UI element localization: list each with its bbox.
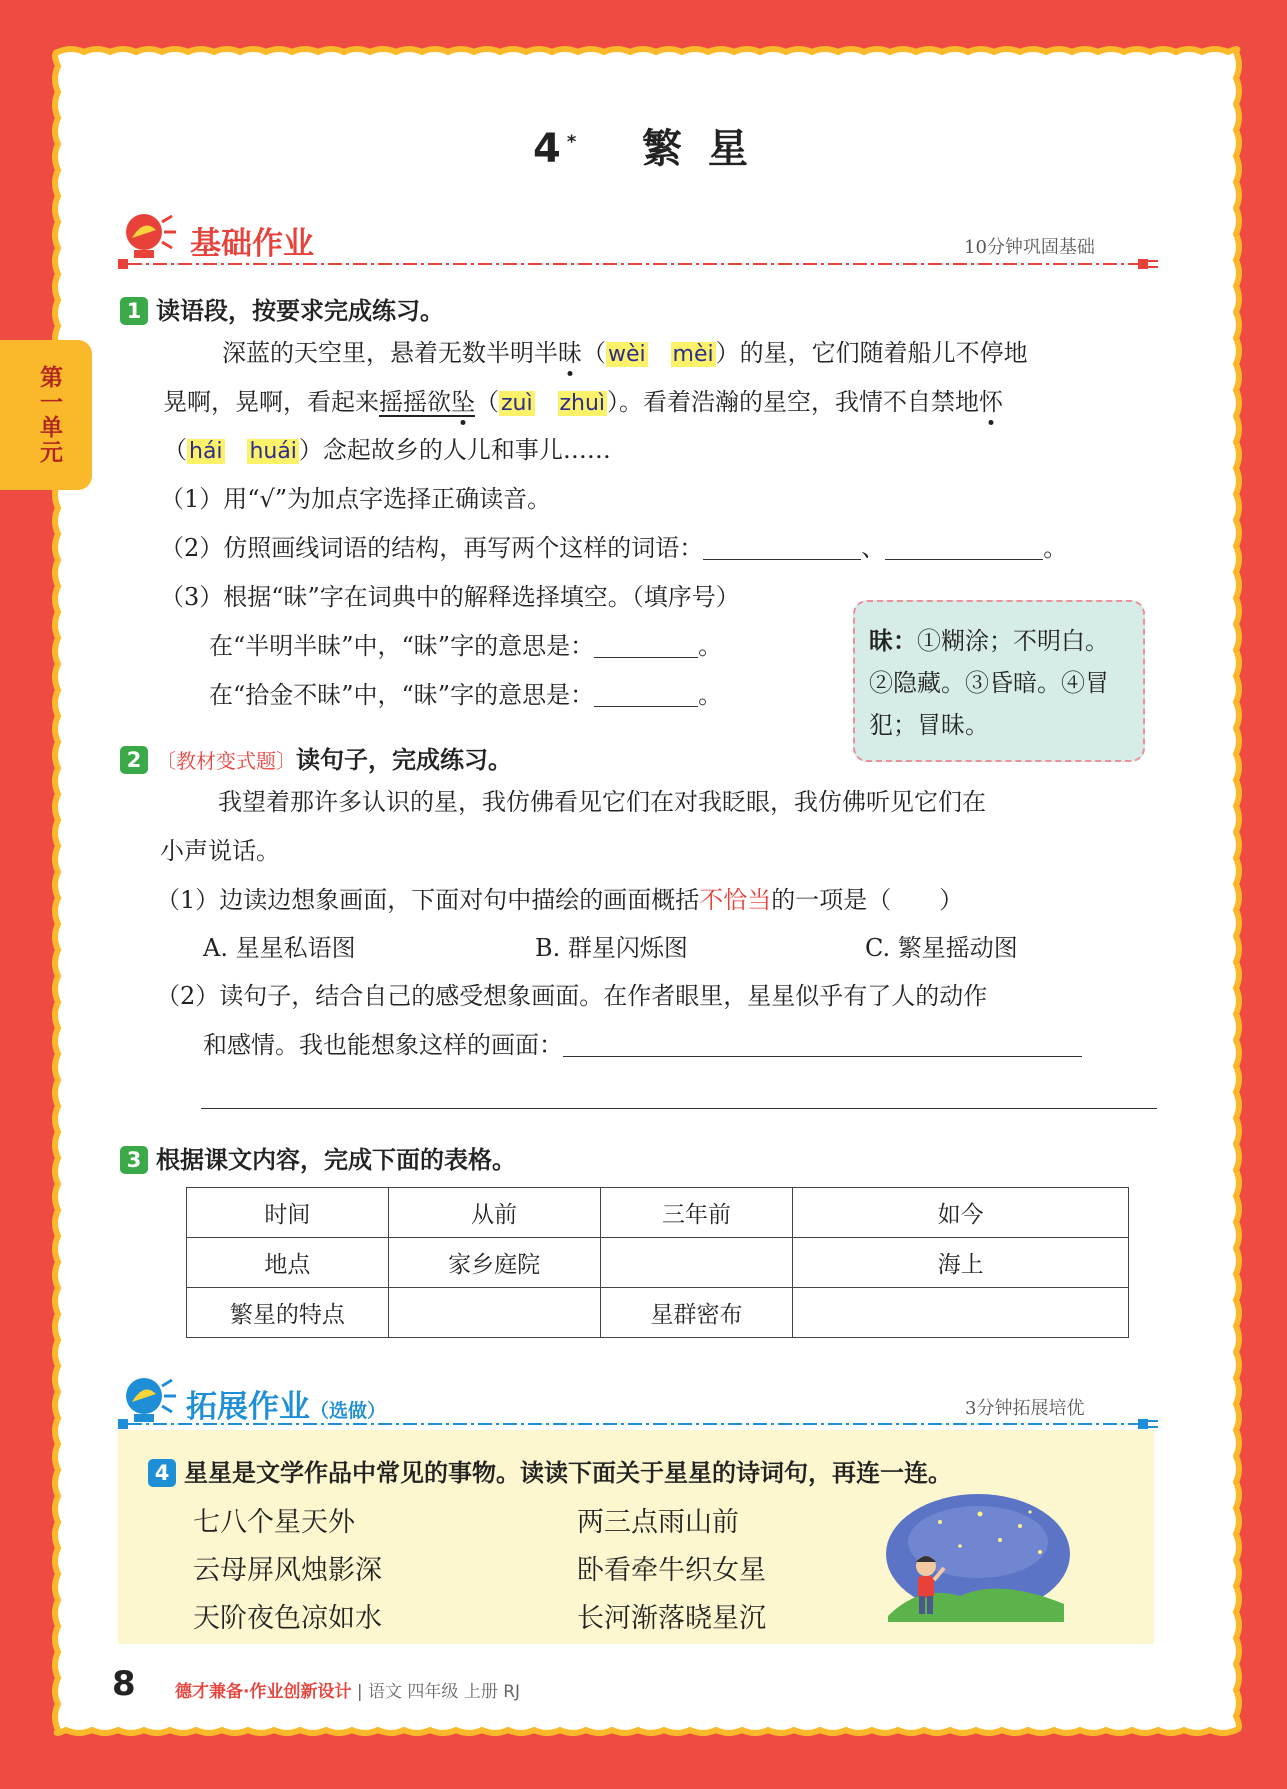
dictionary-definition-box bbox=[853, 600, 1145, 762]
table-cell: 三年前 bbox=[600, 1188, 793, 1238]
pinyin-option[interactable]: wèi bbox=[608, 342, 646, 367]
basic-section-divider bbox=[118, 258, 1158, 270]
q1-sub-1: （1）用“√”为加点字选择正确读音。 bbox=[160, 485, 552, 513]
pinyin-option[interactable]: hái bbox=[189, 439, 223, 464]
table-row bbox=[187, 1238, 1129, 1288]
q1-prompt: 读语段，按要求完成练习。 bbox=[156, 297, 444, 325]
q3-header bbox=[120, 1140, 516, 1175]
q2-option-a[interactable]: A. 星星私语图 bbox=[203, 934, 356, 962]
bulb-blue-icon bbox=[118, 1372, 180, 1424]
poem-right-3[interactable]: 长河渐落晓星沉 bbox=[577, 1603, 766, 1634]
answer-line-2[interactable] bbox=[201, 1108, 1157, 1109]
q2-header bbox=[120, 740, 512, 775]
lesson-number: 4 bbox=[533, 126, 567, 172]
table-row bbox=[187, 1188, 1129, 1238]
underlined-word: 摇摇欲坠 bbox=[379, 388, 475, 416]
q2-number: 2 bbox=[120, 746, 148, 774]
poem-right-2[interactable]: 卧看牵牛织女星 bbox=[577, 1555, 766, 1586]
poem-left-2[interactable]: 云母屏风烛影深 bbox=[193, 1555, 382, 1586]
q3-prompt: 根据课文内容，完成下面的表格。 bbox=[156, 1146, 516, 1174]
basic-section-title: 基础作业 bbox=[190, 226, 314, 262]
pinyin-option[interactable]: huái bbox=[249, 439, 297, 464]
stargazing-boy-illustration bbox=[880, 1492, 1072, 1630]
answer-blank[interactable] bbox=[594, 682, 698, 707]
poem-right-1[interactable]: 两三点雨山前 bbox=[577, 1507, 739, 1538]
q2-passage-line-2: 小声说话。 bbox=[160, 837, 280, 865]
table-cell: 海上 bbox=[793, 1238, 1129, 1288]
table-answer-cell[interactable] bbox=[600, 1238, 793, 1288]
q4-header bbox=[148, 1453, 952, 1488]
q1-passage-line-3: （hái huái）念起故乡的人儿和事儿…… bbox=[163, 436, 611, 464]
table-cell: 时间 bbox=[187, 1188, 389, 1238]
q2-tag: 〔教材变式题〕 bbox=[156, 749, 296, 773]
q2-option-c[interactable]: C. 繁星摇动图 bbox=[865, 934, 1018, 962]
q1-passage-line-2: 晃啊，晃啊，看起来摇摇欲坠（zuì zhuì）。看着浩瀚的星空，我情不自禁地怀 bbox=[163, 388, 1004, 416]
table-cell: 家乡庭院 bbox=[388, 1238, 600, 1288]
lesson-title bbox=[0, 117, 1287, 174]
q2-sub-2: （2）读句子，结合自己的感受想象画面。在作者眼里，星星似乎有了人的动作 bbox=[156, 982, 988, 1010]
answer-blank[interactable] bbox=[885, 535, 1043, 560]
table-row bbox=[187, 1288, 1129, 1338]
answer-blank[interactable] bbox=[703, 535, 861, 560]
table-cell: 从前 bbox=[388, 1188, 600, 1238]
q4-prompt: 星星是文学作品中常见的事物。读读下面关于星星的诗词句，再连一连。 bbox=[184, 1459, 952, 1487]
ext-optional: （选做） bbox=[310, 1400, 387, 1422]
q1-passage-line-1: 深蓝的天空里，悬着无数半明半昧（wèi mèi）的星，它们随着船儿不停地 bbox=[222, 339, 1028, 367]
q1-sub-3a: 在“半明半昧”中，“昧”字的意思是： 。 bbox=[209, 632, 723, 660]
bulb-icon bbox=[118, 208, 180, 260]
basic-section-time: 10分钟巩固基础 bbox=[964, 237, 1095, 258]
pinyin-option[interactable]: zhuì bbox=[559, 391, 606, 416]
q2-prompt: 读句子，完成练习。 bbox=[296, 746, 512, 774]
q2-option-b[interactable]: B. 群星闪烁图 bbox=[535, 934, 688, 962]
def-line-3: 犯；冒昧。 bbox=[869, 711, 989, 739]
footer-info: 德才兼备·作业创新设计 | 语文 四年级 上册 RJ bbox=[175, 1682, 521, 1702]
table-answer-cell[interactable] bbox=[793, 1288, 1129, 1338]
table-cell: 繁星的特点 bbox=[187, 1288, 389, 1338]
q1-sub-3: （3）根据“昧”字在词典中的解释选择填空。（填序号） bbox=[160, 583, 740, 611]
poem-left-1[interactable]: 七八个星天外 bbox=[193, 1507, 355, 1538]
q2-sub-1: （1）边读边想象画面，下面对句中描绘的画面概括不恰当的一项是（ ） bbox=[156, 886, 964, 914]
def-line-2: ②隐藏。③昏暗。④冒 bbox=[869, 669, 1109, 697]
ext-section-title: 拓展作业（选做） bbox=[186, 1389, 387, 1425]
q4-number: 4 bbox=[148, 1459, 176, 1487]
q1-number: 1 bbox=[120, 297, 148, 325]
q3-number: 3 bbox=[120, 1146, 148, 1174]
pinyin-option[interactable]: mèi bbox=[672, 342, 714, 367]
q1-sub-2: （2）仿照画线词语的结构，再写两个这样的词语： 、 。 bbox=[160, 534, 1068, 562]
q1-sub-3b: 在“拾金不昧”中，“昧”字的意思是： 。 bbox=[209, 681, 723, 709]
lesson-mark: * bbox=[566, 131, 583, 153]
table-cell: 星群密布 bbox=[600, 1288, 793, 1338]
q2-passage-line-1: 我望着那许多认识的星，我仿佛看见它们在对我眨眼，我仿佛听见它们在 bbox=[218, 788, 986, 816]
table-cell: 如今 bbox=[793, 1188, 1129, 1238]
answer-blank[interactable] bbox=[594, 633, 698, 658]
page-number: 8 bbox=[112, 1664, 136, 1704]
table-cell: 地点 bbox=[187, 1238, 389, 1288]
lesson-name: 繁 星 bbox=[642, 126, 754, 172]
def-head: 昧： bbox=[869, 627, 917, 655]
table-answer-cell[interactable] bbox=[388, 1288, 600, 1338]
unit-tab: 第一单元 bbox=[0, 340, 92, 490]
ext-section-divider bbox=[118, 1418, 1158, 1430]
poem-left-3[interactable]: 天阶夜色凉如水 bbox=[193, 1603, 382, 1634]
answer-line[interactable] bbox=[563, 1032, 1082, 1057]
pinyin-option[interactable]: zuì bbox=[501, 391, 533, 416]
def-line-1: ①糊涂；不明白。 bbox=[917, 627, 1109, 655]
q1-header bbox=[120, 291, 444, 326]
q2-sub-2b: 和感情。我也能想象这样的画面： bbox=[203, 1030, 1082, 1060]
ext-section-time: 3分钟拓展培优 bbox=[965, 1398, 1085, 1419]
q3-table bbox=[186, 1187, 1129, 1338]
